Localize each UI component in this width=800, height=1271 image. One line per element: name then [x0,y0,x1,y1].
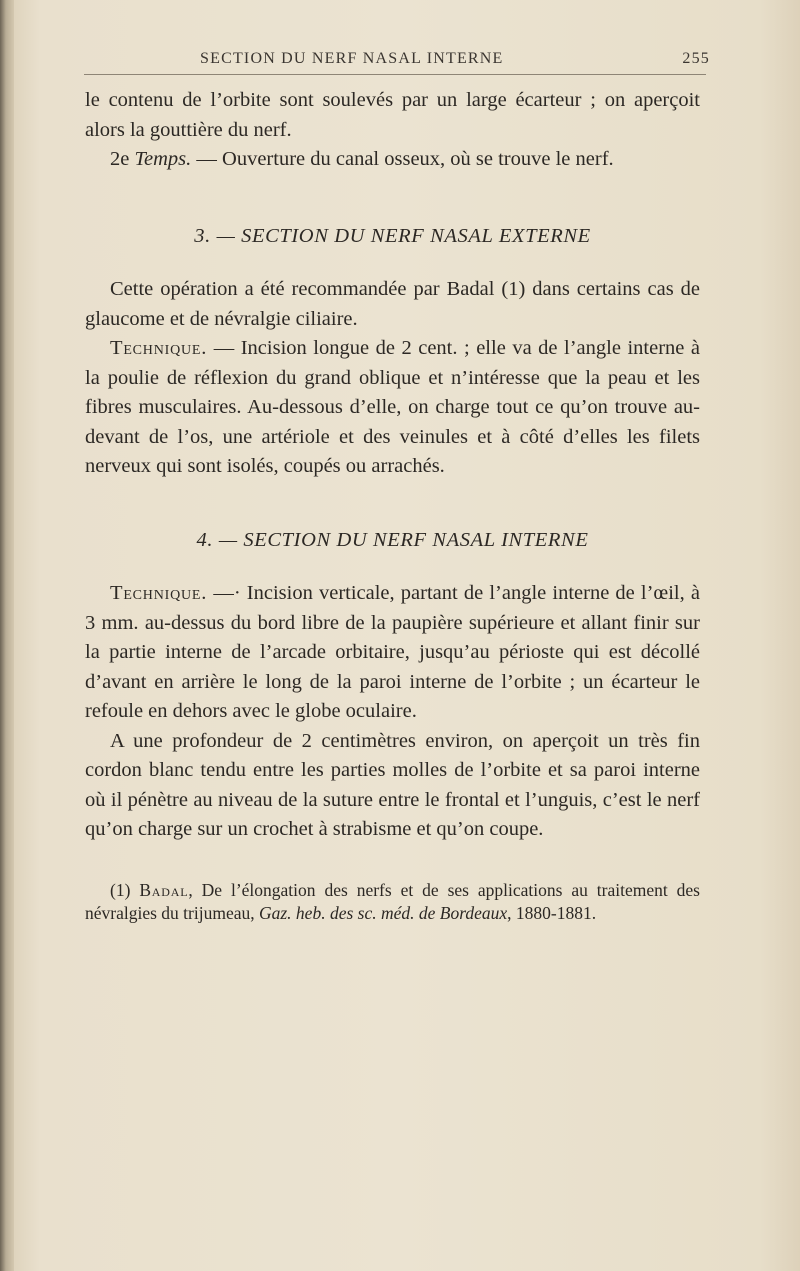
technique-text: — Incision longue de 2 cent. ; elle va de l’angle interne à la poulie de réflexion du grand oblique et n’intéresse que la peau et les fibres musculaires. Au-dessous d’elle, on charge tout ce qu’on trouve au-devant de l’os, une artériole et des veinules et à côté d’elles les filets nerveux qui sont isolés, coupés ou arrachés. [85,337,700,477]
body-text [85,86,700,925]
footnote-text: , De l’élongation des nerfs et de ses applications au traitement des névralgies du trijumeau, [85,879,700,923]
header-rule [84,74,706,75]
footnote-author: Badal [139,879,189,900]
step-text: — Ouverture du canal osseux, où se trouve le nerf. [191,148,614,170]
paragraph [85,145,700,175]
header-title: SECTION DU NERF NASAL INTERNE [200,50,504,67]
footnote-source: Gaz. heb. des sc. méd. de Bordeaux [258,902,508,923]
paragraph: le contenu de l’orbite sont soulevés par un large écarteur ; on aperçoit alors la gouttière du nerf. [85,89,700,141]
page-binding-edge [0,0,14,1271]
section-title: 4. — SECTION DU NERF NASAL INTERNE [196,528,589,551]
technique-label: Technique. [110,582,208,604]
footnote-marker: (1) [110,879,131,900]
page-number: 255 [682,50,710,67]
technique-label: Technique. [110,337,208,359]
step-number: 2e [110,148,130,170]
section-title: 3. — SECTION DU NERF NASAL EXTERNE [194,224,591,247]
footnote [85,879,700,925]
technique-text: —· Incision verticale, partant de l’angle interne de l’œil, à 3 mm. au-dessus du bord libre de la paupière supérieure et allant finir sur la partie interne de l’arcade orbitaire, jusqu’au périoste qui est décollé d’avant en arrière le long de la paroi interne de l’orbite ; un écarteur le refoule en dehors avec le globe oculaire. [85,582,700,722]
footnote-years: , 1880-1881. [507,902,597,923]
paragraph [85,579,700,727]
paragraph: A une profondeur de 2 centimètres environ, on aperçoit un très fin cordon blanc tendu entre les parties molles de l’orbite et sa paroi interne où il pénètre au niveau de la suture entre le frontal et l’unguis, c’est le nerf qu’on charge sur un crochet à strabisme et qu’on coupe. [85,729,700,840]
paragraph: Cette opération a été recommandée par Badal (1) dans certains cas de glaucome et de névralgie ciliaire. [85,278,700,330]
paragraph [85,334,700,482]
step-label: Temps. [134,148,192,170]
